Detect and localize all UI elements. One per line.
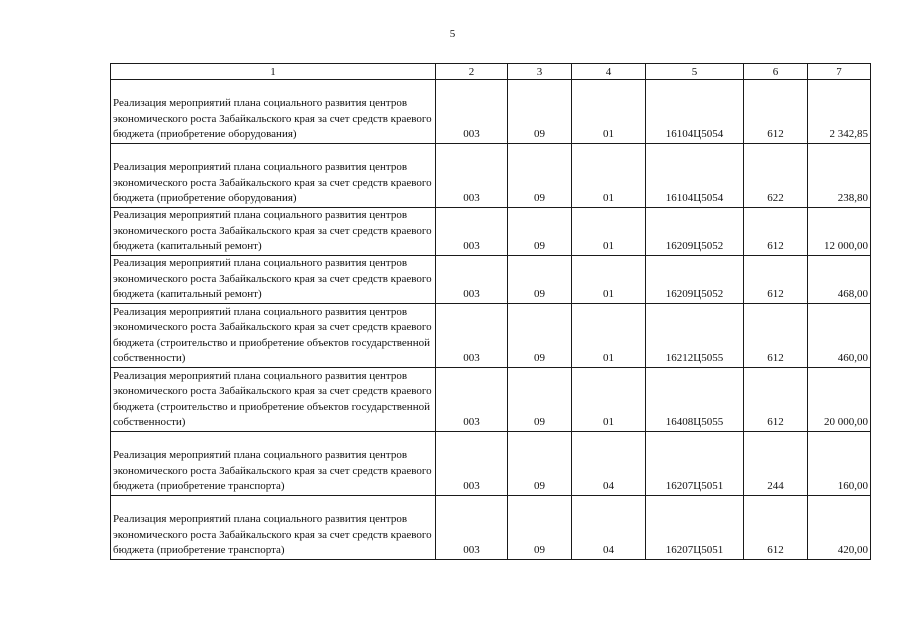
- table-row: [111, 144, 871, 208]
- description-cell: Реализация мероприятий плана социального развития центров экономического роста Забайкальского края за счет средств краевого бюджета (приобретение оборудования): [111, 80, 436, 144]
- subsection-cell: 01: [572, 80, 646, 144]
- budget-table: [110, 63, 871, 560]
- expense-type-cell: 612: [744, 256, 808, 304]
- subsection-cell: 01: [572, 368, 646, 432]
- section-cell: 09: [508, 496, 572, 560]
- subsection-cell: 01: [572, 144, 646, 208]
- expense-type-cell: 612: [744, 496, 808, 560]
- subsection-cell: 01: [572, 208, 646, 256]
- section-cell: 09: [508, 368, 572, 432]
- column-header: 7: [808, 64, 871, 80]
- amount-cell: 420,00: [808, 496, 871, 560]
- target-article-cell: 16207Ц5051: [646, 432, 744, 496]
- subsection-cell: 04: [572, 432, 646, 496]
- section-cell: 09: [508, 304, 572, 368]
- column-header: 4: [572, 64, 646, 80]
- target-article-cell: 16104Ц5054: [646, 144, 744, 208]
- table-row: [111, 368, 871, 432]
- description-cell: Реализация мероприятий плана социального развития центров экономического роста Забайкальского края за счет средств краевого бюджета (строительство и приобретение объектов государственной собственности): [111, 368, 436, 432]
- amount-cell: 12 000,00: [808, 208, 871, 256]
- expense-type-cell: 612: [744, 368, 808, 432]
- code-cell: 003: [436, 368, 508, 432]
- expense-type-cell: 612: [744, 304, 808, 368]
- column-header: 1: [111, 64, 436, 80]
- description-cell: Реализация мероприятий плана социального развития центров экономического роста Забайкальского края за счет средств краевого бюджета (приобретение транспорта): [111, 496, 436, 560]
- description-cell: Реализация мероприятий плана социального развития центров экономического роста Забайкальского края за счет средств краевого бюджета (строительство и приобретение объектов государственной собственности): [111, 304, 436, 368]
- subsection-cell: 04: [572, 496, 646, 560]
- description-cell: Реализация мероприятий плана социального развития центров экономического роста Забайкальского края за счет средств краевого бюджета (капитальный ремонт): [111, 208, 436, 256]
- table-row: [111, 496, 871, 560]
- code-cell: 003: [436, 80, 508, 144]
- section-cell: 09: [508, 256, 572, 304]
- amount-cell: 20 000,00: [808, 368, 871, 432]
- subsection-cell: 01: [572, 304, 646, 368]
- code-cell: 003: [436, 304, 508, 368]
- code-cell: 003: [436, 432, 508, 496]
- column-header: 2: [436, 64, 508, 80]
- section-cell: 09: [508, 208, 572, 256]
- column-header: 6: [744, 64, 808, 80]
- code-cell: 003: [436, 208, 508, 256]
- description-cell: Реализация мероприятий плана социального развития центров экономического роста Забайкальского края за счет средств краевого бюджета (приобретение транспорта): [111, 432, 436, 496]
- target-article-cell: 16212Ц5055: [646, 304, 744, 368]
- table-row: [111, 256, 871, 304]
- code-cell: 003: [436, 144, 508, 208]
- column-header: 5: [646, 64, 744, 80]
- page-number: 5: [449, 28, 456, 40]
- amount-cell: 238,80: [808, 144, 871, 208]
- target-article-cell: 16209Ц5052: [646, 208, 744, 256]
- table-row: [111, 208, 871, 256]
- target-article-cell: 16408Ц5055: [646, 368, 744, 432]
- table-header-row: [111, 64, 871, 80]
- target-article-cell: 16209Ц5052: [646, 256, 744, 304]
- description-cell: Реализация мероприятий плана социального развития центров экономического роста Забайкальского края за счет средств краевого бюджета (капитальный ремонт): [111, 256, 436, 304]
- section-cell: 09: [508, 144, 572, 208]
- code-cell: 003: [436, 496, 508, 560]
- table-row: [111, 80, 871, 144]
- column-header: 3: [508, 64, 572, 80]
- subsection-cell: 01: [572, 256, 646, 304]
- expense-type-cell: 622: [744, 144, 808, 208]
- table-row: [111, 304, 871, 368]
- description-cell: Реализация мероприятий плана социального развития центров экономического роста Забайкальского края за счет средств краевого бюджета (приобретение оборудования): [111, 144, 436, 208]
- target-article-cell: 16104Ц5054: [646, 80, 744, 144]
- section-cell: 09: [508, 80, 572, 144]
- code-cell: 003: [436, 256, 508, 304]
- expense-type-cell: 612: [744, 80, 808, 144]
- amount-cell: 160,00: [808, 432, 871, 496]
- section-cell: 09: [508, 432, 572, 496]
- target-article-cell: 16207Ц5051: [646, 496, 744, 560]
- expense-type-cell: 244: [744, 432, 808, 496]
- amount-cell: 460,00: [808, 304, 871, 368]
- amount-cell: 2 342,85: [808, 80, 871, 144]
- table-row: [111, 432, 871, 496]
- expense-type-cell: 612: [744, 208, 808, 256]
- amount-cell: 468,00: [808, 256, 871, 304]
